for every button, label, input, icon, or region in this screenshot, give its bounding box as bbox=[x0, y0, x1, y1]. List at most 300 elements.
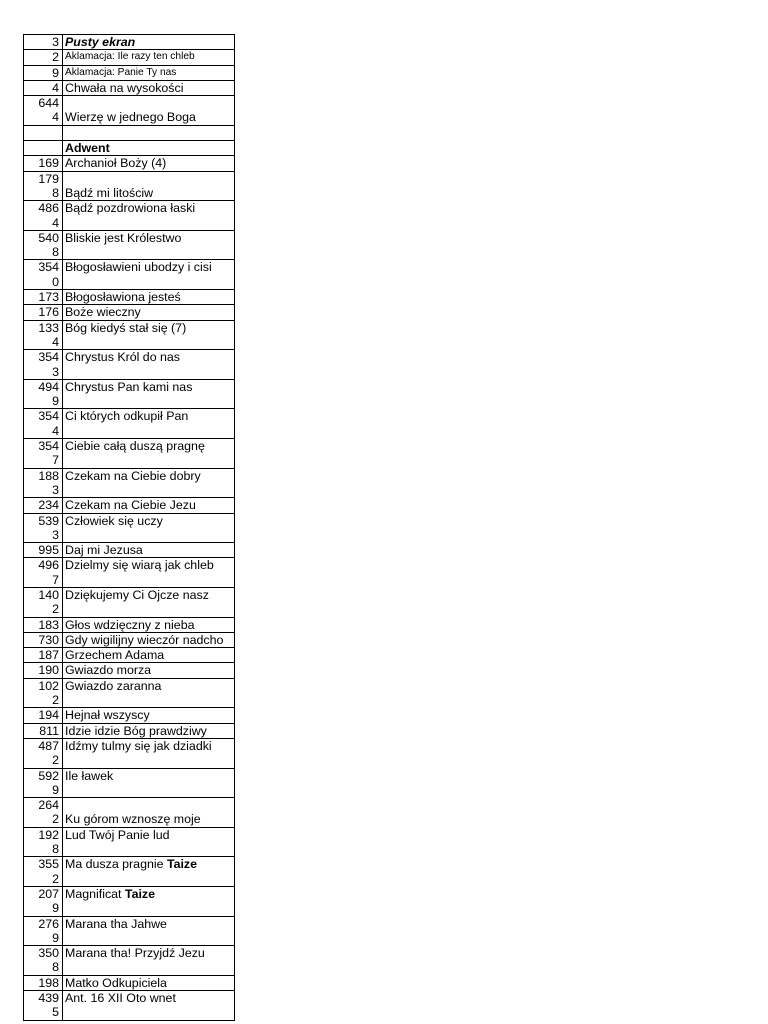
song-number-cell bbox=[24, 975, 63, 990]
song-title-text: Archanioł Boży (4) bbox=[65, 156, 167, 171]
song-title bbox=[65, 543, 232, 557]
song-title-text: Gwiazdo zaranna bbox=[65, 678, 162, 693]
song-title-text: Głos wdzięczny z nieba bbox=[65, 617, 195, 632]
table-row bbox=[24, 409, 235, 439]
song-title-cell bbox=[63, 975, 235, 990]
song-number-cell bbox=[24, 886, 63, 916]
table-row bbox=[24, 857, 235, 887]
table-row bbox=[24, 65, 235, 80]
song-title-spacer bbox=[65, 483, 232, 497]
song-title-text: Ma dusza pragnie bbox=[65, 857, 167, 872]
song-title-spacer bbox=[65, 216, 232, 230]
table-row bbox=[24, 125, 235, 140]
song-title bbox=[65, 633, 232, 647]
song-number-cell bbox=[24, 350, 63, 380]
song-title-cell bbox=[63, 230, 235, 260]
song-number-cell bbox=[24, 663, 63, 678]
song-title-cell bbox=[63, 468, 235, 498]
song-number: 9 bbox=[52, 782, 59, 797]
song-number-cell bbox=[24, 305, 63, 320]
song-title-cell bbox=[63, 617, 235, 632]
song-number: 8 bbox=[52, 960, 59, 975]
song-number-cell bbox=[24, 827, 63, 857]
song-number: 354 bbox=[38, 260, 59, 275]
song-number-cell bbox=[24, 617, 63, 632]
song-title-text: Idzie idzie Bóg prawdziwy bbox=[65, 723, 207, 738]
song-title bbox=[65, 514, 232, 528]
song-title-spacer bbox=[65, 693, 232, 707]
song-list-body bbox=[24, 35, 235, 1021]
song-title bbox=[65, 739, 232, 753]
song-title-spacer bbox=[65, 365, 232, 379]
song-title-cell bbox=[63, 663, 235, 678]
song-title-spacer bbox=[65, 872, 232, 886]
song-title bbox=[65, 110, 232, 124]
song-title-cell bbox=[63, 409, 235, 439]
song-title-text: Daj mi Jezusa bbox=[65, 543, 143, 558]
song-title-text: Czekam na Ciebie Jezu bbox=[65, 498, 196, 513]
song-number-cell bbox=[24, 708, 63, 723]
song-number: 2 bbox=[52, 871, 59, 886]
song-title-spacer bbox=[65, 842, 232, 856]
song-title-cell bbox=[63, 201, 235, 231]
song-title-spacer bbox=[65, 275, 232, 289]
song-number: 207 bbox=[38, 886, 59, 901]
song-title-cell bbox=[63, 632, 235, 647]
table-row bbox=[24, 587, 235, 617]
song-title bbox=[65, 828, 232, 842]
song-title-cell bbox=[63, 80, 235, 95]
song-number: 354 bbox=[38, 350, 59, 365]
song-title-text: Idźmy tulmy się jak dziadki bbox=[65, 738, 212, 753]
song-title bbox=[65, 156, 232, 170]
song-title-cell bbox=[63, 558, 235, 588]
song-number-cell bbox=[24, 156, 63, 171]
song-number-cell bbox=[24, 230, 63, 260]
song-title-text: Pusty ekran bbox=[65, 35, 136, 49]
song-number-cell bbox=[24, 171, 63, 201]
song-number: 179 bbox=[38, 171, 59, 186]
song-number-cell bbox=[24, 439, 63, 469]
song-title-spacer bbox=[65, 394, 232, 408]
song-title bbox=[65, 35, 232, 49]
song-number: 3 bbox=[52, 482, 59, 497]
table-row bbox=[24, 678, 235, 708]
song-title-cell bbox=[63, 290, 235, 305]
song-number-cell bbox=[24, 35, 63, 50]
song-title-text: Magnificat bbox=[65, 886, 125, 901]
song-number: 8 bbox=[52, 842, 59, 857]
song-title-text: Gwiazdo morza bbox=[65, 663, 152, 678]
song-title-cell bbox=[63, 916, 235, 946]
song-number: 8 bbox=[52, 185, 59, 200]
song-number: 3 bbox=[52, 35, 59, 49]
song-number: 496 bbox=[38, 558, 59, 573]
song-title-cell bbox=[63, 886, 235, 916]
table-row bbox=[24, 498, 235, 513]
song-number-cell bbox=[24, 141, 63, 156]
song-title bbox=[65, 321, 232, 335]
song-title bbox=[65, 290, 232, 304]
song-title bbox=[65, 887, 232, 901]
song-number: 190 bbox=[38, 663, 59, 678]
table-row bbox=[24, 350, 235, 380]
song-title-cell bbox=[63, 513, 235, 543]
song-number: 350 bbox=[38, 946, 59, 961]
song-title-cell bbox=[63, 125, 235, 140]
song-number-cell bbox=[24, 916, 63, 946]
song-title-text: Marana tha Jahwe bbox=[65, 916, 167, 931]
table-row bbox=[24, 886, 235, 916]
song-number: 354 bbox=[38, 409, 59, 424]
song-number: 7 bbox=[52, 572, 59, 587]
song-number bbox=[26, 141, 59, 155]
table-row bbox=[24, 916, 235, 946]
song-title-cell bbox=[63, 379, 235, 409]
table-row bbox=[24, 156, 235, 171]
song-title-spacer bbox=[65, 335, 232, 349]
song-number-cell bbox=[24, 648, 63, 663]
song-title-cell bbox=[63, 857, 235, 887]
song-number: 644 bbox=[38, 96, 59, 111]
song-title-text: Aklamacja: Panie Ty nas bbox=[65, 66, 177, 78]
song-number-cell bbox=[24, 558, 63, 588]
table-row bbox=[24, 80, 235, 95]
song-number-cell bbox=[24, 946, 63, 976]
table-row bbox=[24, 50, 235, 65]
song-title-text: Hejnał wszyscy bbox=[65, 708, 150, 723]
song-title-cell bbox=[63, 65, 235, 80]
song-title-spacer bbox=[65, 602, 232, 616]
song-title bbox=[65, 663, 232, 677]
song-title bbox=[65, 469, 232, 483]
table-row bbox=[24, 35, 235, 50]
song-title-text: Gdy wigilijny wieczór nadcho bbox=[65, 632, 224, 647]
song-title-spacer bbox=[65, 573, 232, 587]
song-title-cell bbox=[63, 648, 235, 663]
table-row bbox=[24, 768, 235, 798]
song-title-cell bbox=[63, 305, 235, 320]
song-number: 539 bbox=[38, 513, 59, 528]
song-title-cell bbox=[63, 498, 235, 513]
song-number: 592 bbox=[38, 768, 59, 783]
song-title bbox=[65, 679, 232, 693]
song-number bbox=[26, 126, 59, 140]
song-title-text: Ci których odkupił Pan bbox=[65, 409, 189, 424]
song-title-text: Ku górom wznoszę moje bbox=[65, 812, 201, 827]
song-title-spacer bbox=[65, 528, 232, 542]
song-number: 9 bbox=[52, 901, 59, 916]
song-title-text: Chrystus Król do nas bbox=[65, 350, 181, 365]
table-row bbox=[24, 827, 235, 857]
song-number: 4 bbox=[52, 215, 59, 230]
song-number: 3 bbox=[52, 364, 59, 379]
song-number: 102 bbox=[38, 678, 59, 693]
song-title bbox=[65, 260, 232, 274]
song-number: 8 bbox=[52, 245, 59, 260]
table-row bbox=[24, 648, 235, 663]
song-number: 355 bbox=[38, 857, 59, 872]
song-title bbox=[65, 141, 232, 155]
song-number: 2 bbox=[52, 50, 59, 65]
song-title-cell bbox=[63, 50, 235, 65]
song-title-cell bbox=[63, 156, 235, 171]
song-title bbox=[65, 439, 232, 453]
song-title bbox=[65, 857, 232, 871]
song-title-cell bbox=[63, 708, 235, 723]
table-row bbox=[24, 991, 235, 1021]
song-title-cell bbox=[63, 96, 235, 126]
song-title bbox=[65, 498, 232, 512]
table-row bbox=[24, 513, 235, 543]
song-title bbox=[65, 201, 232, 215]
table-row bbox=[24, 708, 235, 723]
song-number: 264 bbox=[38, 798, 59, 813]
song-title-cell bbox=[63, 260, 235, 290]
song-number: 5 bbox=[52, 1005, 59, 1020]
song-title-text: Matko Odkupiciela bbox=[65, 975, 167, 990]
song-number-cell bbox=[24, 290, 63, 305]
song-number-cell bbox=[24, 991, 63, 1021]
song-number-cell bbox=[24, 379, 63, 409]
song-title-text: Grzechem Adama bbox=[65, 648, 165, 663]
song-number: 234 bbox=[38, 498, 59, 513]
song-title-cell bbox=[63, 723, 235, 738]
song-title-tag: Taize bbox=[166, 857, 198, 872]
song-title-spacer bbox=[65, 172, 232, 186]
song-title-text: Człowiek się uczy bbox=[65, 513, 163, 528]
song-number-cell bbox=[24, 632, 63, 647]
song-title-spacer bbox=[65, 245, 232, 259]
table-row bbox=[24, 171, 235, 201]
song-title-text: Adwent bbox=[65, 141, 110, 156]
song-number-cell bbox=[24, 498, 63, 513]
song-title bbox=[65, 186, 232, 200]
table-row bbox=[24, 975, 235, 990]
table-row bbox=[24, 468, 235, 498]
song-number: 140 bbox=[38, 587, 59, 602]
song-title bbox=[65, 126, 232, 140]
song-number-cell bbox=[24, 468, 63, 498]
table-row bbox=[24, 305, 235, 320]
song-title bbox=[65, 558, 232, 572]
song-title-text: Wierzę w jednego Boga bbox=[65, 110, 196, 125]
song-number: 9 bbox=[52, 394, 59, 409]
song-number: 9 bbox=[52, 65, 59, 80]
table-row bbox=[24, 96, 235, 126]
table-row bbox=[24, 558, 235, 588]
song-number: 2 bbox=[52, 693, 59, 708]
song-title-spacer bbox=[65, 453, 232, 467]
song-number: 995 bbox=[38, 543, 59, 558]
song-number-cell bbox=[24, 798, 63, 828]
song-number: 276 bbox=[38, 916, 59, 931]
song-number: 811 bbox=[39, 723, 59, 738]
song-title-cell bbox=[63, 35, 235, 50]
song-number-cell bbox=[24, 738, 63, 768]
song-title bbox=[65, 409, 232, 423]
song-title-text: Błogosławiona jesteś bbox=[65, 290, 181, 305]
song-title-spacer bbox=[65, 753, 232, 767]
song-number-cell bbox=[24, 587, 63, 617]
song-title-spacer bbox=[65, 424, 232, 438]
song-number: 198 bbox=[38, 975, 59, 990]
song-number: 188 bbox=[38, 468, 59, 483]
song-list-table bbox=[23, 34, 235, 1021]
song-title-text: Dziękujemy Ci Ojcze nasz bbox=[65, 587, 209, 602]
table-row bbox=[24, 379, 235, 409]
song-title-text: Bóg kiedyś stał się (7) bbox=[65, 320, 187, 335]
song-title-cell bbox=[63, 171, 235, 201]
song-number: 2 bbox=[52, 812, 59, 827]
song-title-cell bbox=[63, 678, 235, 708]
song-title-cell bbox=[63, 320, 235, 350]
song-title-cell bbox=[63, 141, 235, 156]
song-number: 133 bbox=[38, 320, 59, 335]
table-row bbox=[24, 632, 235, 647]
song-number: 2 bbox=[52, 602, 59, 617]
song-number: 4 bbox=[52, 80, 59, 95]
song-title bbox=[65, 618, 232, 632]
song-title bbox=[65, 769, 232, 783]
song-title-cell bbox=[63, 439, 235, 469]
song-number-cell bbox=[24, 678, 63, 708]
song-number-cell bbox=[24, 50, 63, 65]
table-row bbox=[24, 230, 235, 260]
song-number: 183 bbox=[38, 617, 59, 632]
song-number: 487 bbox=[38, 738, 59, 753]
song-title-spacer bbox=[65, 96, 232, 110]
song-title bbox=[65, 648, 232, 662]
song-number: 354 bbox=[38, 439, 59, 454]
song-title bbox=[65, 50, 232, 64]
song-number-cell bbox=[24, 857, 63, 887]
song-title-cell bbox=[63, 587, 235, 617]
song-number: 176 bbox=[38, 305, 59, 320]
table-row bbox=[24, 141, 235, 156]
song-title bbox=[65, 708, 232, 722]
song-number: 194 bbox=[38, 708, 59, 723]
table-row bbox=[24, 543, 235, 558]
song-title-text: Ant. 16 XII Oto wnet bbox=[65, 991, 176, 1005]
song-number-cell bbox=[24, 768, 63, 798]
song-number: 3 bbox=[52, 527, 59, 542]
song-number: 4 bbox=[52, 423, 59, 438]
song-number: 173 bbox=[38, 290, 59, 305]
song-number-cell bbox=[24, 320, 63, 350]
song-title bbox=[65, 66, 232, 80]
table-row bbox=[24, 738, 235, 768]
table-row bbox=[24, 617, 235, 632]
song-title-text: Aklamacja: Ile razy ten chleb bbox=[65, 51, 195, 63]
table-row bbox=[24, 320, 235, 350]
song-title bbox=[65, 350, 232, 364]
song-title bbox=[65, 588, 232, 602]
song-number: 4 bbox=[52, 334, 59, 349]
song-number: 9 bbox=[52, 930, 59, 945]
song-number-cell bbox=[24, 543, 63, 558]
song-number-cell bbox=[24, 513, 63, 543]
song-title-cell bbox=[63, 543, 235, 558]
table-row bbox=[24, 260, 235, 290]
song-number-cell bbox=[24, 65, 63, 80]
song-number-cell bbox=[24, 80, 63, 95]
table-row bbox=[24, 201, 235, 231]
song-number: 0 bbox=[52, 274, 59, 289]
song-number: 187 bbox=[38, 648, 59, 663]
table-row bbox=[24, 663, 235, 678]
song-number-cell bbox=[24, 201, 63, 231]
song-number-cell bbox=[24, 96, 63, 126]
song-title bbox=[65, 946, 232, 960]
song-title-cell bbox=[63, 946, 235, 976]
song-number: 7 bbox=[52, 453, 59, 468]
song-title-text: Bliskie jest Królestwo bbox=[65, 230, 182, 245]
song-number: 486 bbox=[38, 201, 59, 216]
song-title-cell bbox=[63, 798, 235, 828]
song-title-spacer bbox=[65, 783, 232, 797]
song-title-text: Boże wieczny bbox=[65, 305, 141, 320]
song-title-tag: Taize bbox=[124, 886, 155, 901]
table-row bbox=[24, 798, 235, 828]
song-title bbox=[65, 724, 232, 738]
song-title-cell bbox=[63, 350, 235, 380]
song-title-text: Bądź mi litościw bbox=[65, 185, 154, 200]
song-title-cell bbox=[63, 827, 235, 857]
song-number-cell bbox=[24, 409, 63, 439]
song-title bbox=[65, 976, 232, 990]
song-title-text: Ciebie całą duszą pragnę bbox=[65, 439, 205, 454]
table-row bbox=[24, 723, 235, 738]
song-title-cell bbox=[63, 991, 235, 1021]
song-number: 540 bbox=[38, 230, 59, 245]
song-title-cell bbox=[63, 768, 235, 798]
song-title-text: Bądź pozdrowiona łaski bbox=[65, 201, 196, 216]
song-title-text: Chwała na wysokości bbox=[65, 80, 184, 95]
song-title-spacer bbox=[65, 1005, 232, 1019]
song-title-text: Czekam na Ciebie dobry bbox=[65, 468, 201, 483]
song-title-text: Dzielmy się wiarą jak chleb bbox=[65, 558, 214, 573]
song-title-spacer bbox=[65, 901, 232, 915]
song-title bbox=[65, 380, 232, 394]
song-number-cell bbox=[24, 723, 63, 738]
song-title bbox=[65, 81, 232, 95]
song-title-spacer bbox=[65, 798, 232, 812]
song-number: 192 bbox=[38, 827, 59, 842]
song-number: 439 bbox=[38, 991, 59, 1005]
song-title-text: Lud Twój Panie lud bbox=[65, 827, 170, 842]
song-number: 730 bbox=[38, 632, 59, 647]
song-title bbox=[65, 991, 232, 1005]
song-title-spacer bbox=[65, 931, 232, 945]
song-number: 2 bbox=[52, 753, 59, 768]
table-row bbox=[24, 439, 235, 469]
song-title bbox=[65, 305, 232, 319]
song-title bbox=[65, 231, 232, 245]
song-title bbox=[65, 812, 232, 826]
song-title-spacer bbox=[65, 960, 232, 974]
table-row bbox=[24, 290, 235, 305]
song-number-cell bbox=[24, 260, 63, 290]
song-title-text: Błogosławieni ubodzy i cisi bbox=[65, 260, 212, 275]
song-number: 4 bbox=[52, 110, 59, 125]
song-title-cell bbox=[63, 738, 235, 768]
song-title-text: Marana tha! Przyjdź Jezu bbox=[65, 946, 205, 961]
song-number: 169 bbox=[38, 156, 59, 171]
song-title bbox=[65, 917, 232, 931]
song-title-text: Chrystus Pan kami nas bbox=[65, 379, 193, 394]
song-number: 494 bbox=[38, 379, 59, 394]
